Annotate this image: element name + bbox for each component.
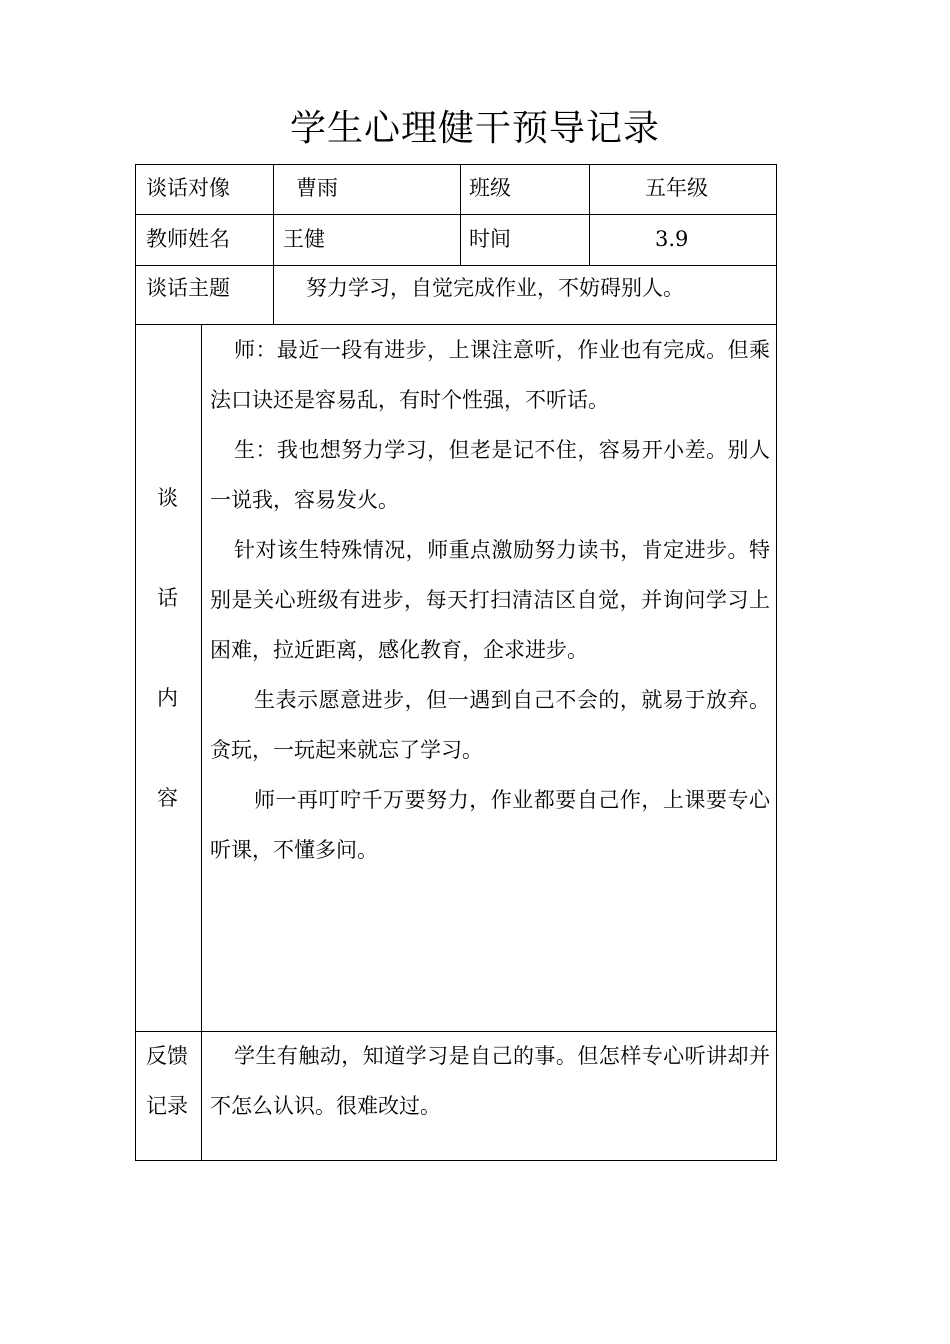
feedback-label: 反馈 xyxy=(146,1044,188,1068)
row-divider xyxy=(136,214,776,215)
content-label-char: 容 xyxy=(157,786,178,810)
class-label: 班级 xyxy=(469,176,511,200)
teacher-label: 教师姓名 xyxy=(146,227,230,251)
col-divider xyxy=(460,165,461,266)
feedback-body xyxy=(210,1031,770,1131)
content-label-char: 话 xyxy=(157,586,178,610)
time-label: 时间 xyxy=(469,227,511,251)
content-paragraph: 师：最近一段有进步，上课注意听，作业也有完成。但乘法口诀还是容易乱，有时个性强，不听话。 xyxy=(210,338,770,412)
feedback-label: 记录 xyxy=(146,1094,188,1118)
topic-value: 努力学习，自觉完成作业，不妨碍别人。 xyxy=(306,276,684,300)
row-divider xyxy=(136,265,776,266)
subject-value: 曹雨 xyxy=(296,176,338,200)
feedback-text: 学生有触动，知道学习是自己的事。但怎样专心听讲却并不怎么认识。很难改过。 xyxy=(210,1044,770,1118)
content-label-char: 内 xyxy=(157,686,178,710)
content-paragraph: 生：我也想努力学习，但老是记不住，容易开小差。别人一说我，容易发火。 xyxy=(210,438,770,512)
content-paragraph: 针对该生特殊情况，师重点激励努力读书，肯定进步。特别是关心班级有进步，每天打扫清洁区自觉，并询问学习上困难，拉近距离，感化教育，企求进步。 xyxy=(210,538,770,662)
content-body xyxy=(210,325,770,875)
class-value: 五年级 xyxy=(645,176,708,200)
content-paragraph: 生表示愿意进步，但一遇到自己不会的，就易于放弃。贪玩，一玩起来就忘了学习。 xyxy=(210,688,770,762)
page-title: 学生心理健干预导记录 xyxy=(289,108,660,149)
col-divider xyxy=(201,325,202,1160)
content-label-char: 谈 xyxy=(157,486,178,510)
col-divider xyxy=(273,165,274,325)
col-divider xyxy=(589,165,590,266)
topic-label: 谈话主题 xyxy=(146,276,230,300)
content-paragraph: 师一再叮咛千万要努力，作业都要自己作，上课要专心听课，不懂多问。 xyxy=(210,788,770,862)
record-table xyxy=(135,164,777,1161)
subject-label: 谈话对像 xyxy=(146,176,230,200)
time-value: 3.9 xyxy=(655,227,689,251)
teacher-value: 王健 xyxy=(283,227,325,251)
